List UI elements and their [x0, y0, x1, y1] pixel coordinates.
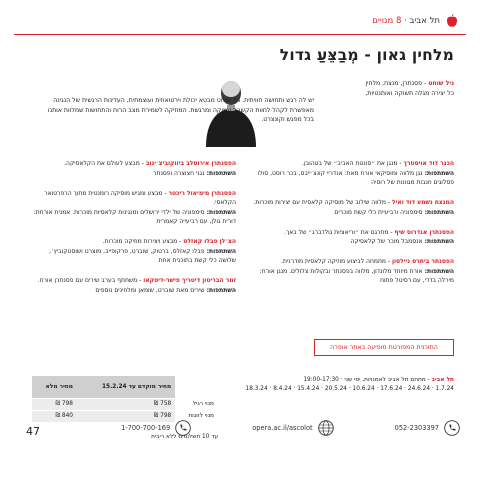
program-details: אנסמבל מוכר של קלאסיקה: [350, 238, 423, 245]
program-text: - משתתף בערב שירים עם פסנתרן אורח.: [37, 277, 144, 284]
featured-name: ניל שוחט: [428, 80, 454, 87]
program-name: הפסנתרן אנדרוס שיף: [394, 228, 454, 236]
price-label: מנוי לזוגות: [175, 410, 218, 422]
program-details: שירים מאת שוברט, שומאן ומלחינים נוספים: [95, 286, 205, 294]
program-text: - מבצע לעולם את הקלאסיקה.: [64, 160, 146, 167]
apple-icon: [446, 14, 458, 28]
program-details: אורח מיוחד מלונדון, מלווה בפסנתר ובקולות צלולים. מנגן אורח: מירלה בדדי, עם רסיטל פתוח: [259, 267, 454, 284]
featured-description: יש לה רגש ותחושה חוויתית. ניל שוחט מבטא יכולת וירטואוזית ועוצמתית, העדינות הרגשית של הנגינה מאפשרת לקהל לחוות הקשבה עמוקה ומרגשת. המוזיקה לשמירת מצב הרוח והתחושות שמלוות אותנו בכל מפגש וקונצרט.: [47, 97, 314, 124]
footer-tel-number: 1-700-700-169: [121, 424, 171, 432]
schedule-venue: - מתחם תל אביב לאמנויות, ימי שני ·: [340, 377, 432, 383]
program-name: הפסנתרן מימיאול ריכטר: [168, 189, 236, 197]
program-keyword: השתתפות:: [422, 208, 454, 216]
program-details: נגן מלווה ומוסיקאי אורח מאת: אנדריי קונצ׳ייבס, בכר רוסט, סולו פסלוגים וזנבות מגוונות של רוסיה: [257, 169, 454, 186]
page-title: מלחין גאון - מְבַצֵּעַ גדול: [279, 46, 454, 64]
program-keyword: השתתפות:: [204, 286, 236, 294]
footer: [20, 416, 460, 440]
page-number: 47: [26, 425, 40, 438]
program-details: נגני חצוצרה ופסנתר: [153, 169, 205, 177]
schedule-time: 19:00-17:30: [303, 377, 339, 383]
program-note-link[interactable]: התוכנית המפורטת מופיעה באתר אופרה: [314, 339, 454, 356]
price-label: מנוי רגיל: [175, 398, 218, 410]
program-text: - מבצע ומגיש מוסיקה רומנטית מתוך הרפרטואר הקלאסי.: [44, 189, 236, 206]
program-text: - מתרגם את ״וריאציות גולדברג״ של באך.: [284, 228, 395, 236]
table-row: [32, 398, 218, 410]
program-details: סימפוניה של ילדי ירושלים ומנגינות קלאסיות מוכרות. אמנית אורחת: דורית גולן, עם רביעייה קאמרית: [33, 208, 236, 225]
phone-icon: [444, 420, 460, 436]
program-keyword: השתתפות:: [422, 267, 454, 275]
page-header: [372, 12, 458, 30]
price-header-row: [32, 376, 218, 398]
footer-website[interactable]: [252, 420, 333, 436]
schedule-label: תל אביב: [431, 377, 454, 383]
header-text: [372, 16, 440, 26]
program-name: זמר הבריטון דיטריך פישר-דיסקאו: [143, 277, 236, 284]
header-location: תל אביב: [409, 16, 440, 26]
program-item: [250, 257, 454, 286]
program-details: סימפוניה ורביעיית כלי קשת מוכרים: [334, 208, 423, 216]
featured-role: - פסנתרן, מנצח, מלחין: [365, 80, 429, 87]
footer-phone-number: 052-2303397: [394, 424, 439, 432]
program-text: - מתמחה לביצוע מוזיקה קלאסית מודרנית.: [281, 258, 392, 265]
program-keyword: השתתפות:: [204, 247, 236, 255]
schedule-dates: 1.7.24 · 24.6.24 · 17.6.24 · 10.6.24 · 20.5.24 · 15.4.24 · 8.4.24 · 18.3.24: [245, 386, 454, 392]
program-name: הפסנתרן אירוסלב ביווקוביצ׳ינוב: [145, 160, 236, 167]
program-keyword: השתתפות:: [422, 169, 454, 177]
program-item: [30, 276, 236, 295]
program-name: המנצח נשמע דוד ואיל: [391, 199, 454, 206]
footer-tel[interactable]: [121, 420, 191, 436]
header-divider: [14, 34, 466, 35]
program-item: [30, 237, 236, 266]
program-text: - מלווה שילוב של מוסיקה קלאסית עם יצירות מוכרות.: [253, 199, 392, 206]
price-early: 798 ₪: [77, 410, 175, 422]
payment-note: עד 10 תשלומים ללא ריבית: [151, 434, 218, 440]
footer-phone[interactable]: [395, 420, 460, 436]
program-text: - מבצע ויצירות מוזיקה מוכרות.: [102, 238, 184, 245]
right-column: [250, 159, 454, 296]
header-category: 8 מנויים: [372, 16, 402, 26]
program-keyword: השתתפות:: [204, 169, 236, 177]
price-header-early: מחיר מוקדם עד 15.2.24: [77, 376, 175, 398]
program-keyword: השתתפות:: [204, 208, 236, 216]
price-full: 798 ₪: [32, 398, 77, 410]
program-keyword: השתתפות:: [422, 238, 454, 245]
program-item: [250, 228, 454, 247]
program-name: הצ׳לן פבלו קאזלס: [183, 238, 236, 245]
program-item: [30, 159, 236, 178]
program-item: [250, 198, 454, 217]
program-item: [30, 189, 236, 227]
globe-icon: [318, 420, 334, 436]
price-header-full: מחיר מלא: [32, 376, 77, 398]
footer-website-url: opera.ac.il/ascolot: [252, 424, 313, 432]
program-item: [250, 159, 454, 188]
left-column: [30, 159, 236, 306]
phone-icon: [175, 420, 191, 436]
price-early: 758 ₪: [77, 398, 175, 410]
program-text: - מנגן את ״סונטת האביב״ של בטהובן.: [302, 160, 404, 167]
program-name: הפסנתר ביתרס ניילסון: [391, 258, 454, 265]
header-separator: ·: [404, 16, 407, 26]
price-header-label: [175, 376, 218, 398]
schedule: [244, 376, 454, 394]
program-name: הכנר דוד אויסטרך: [403, 160, 454, 167]
price-full: 840 ₪: [32, 410, 77, 422]
program-details: פבלו קאזלס, ברטוק, שוברט, פרקופייב, מוצרט ושוסטקוביץ׳, שלושה כלי קשת בתוכנית אחת: [49, 247, 236, 264]
featured-text1: כל יצירה מגלה תשוקה ואותנטיות,: [365, 89, 454, 97]
